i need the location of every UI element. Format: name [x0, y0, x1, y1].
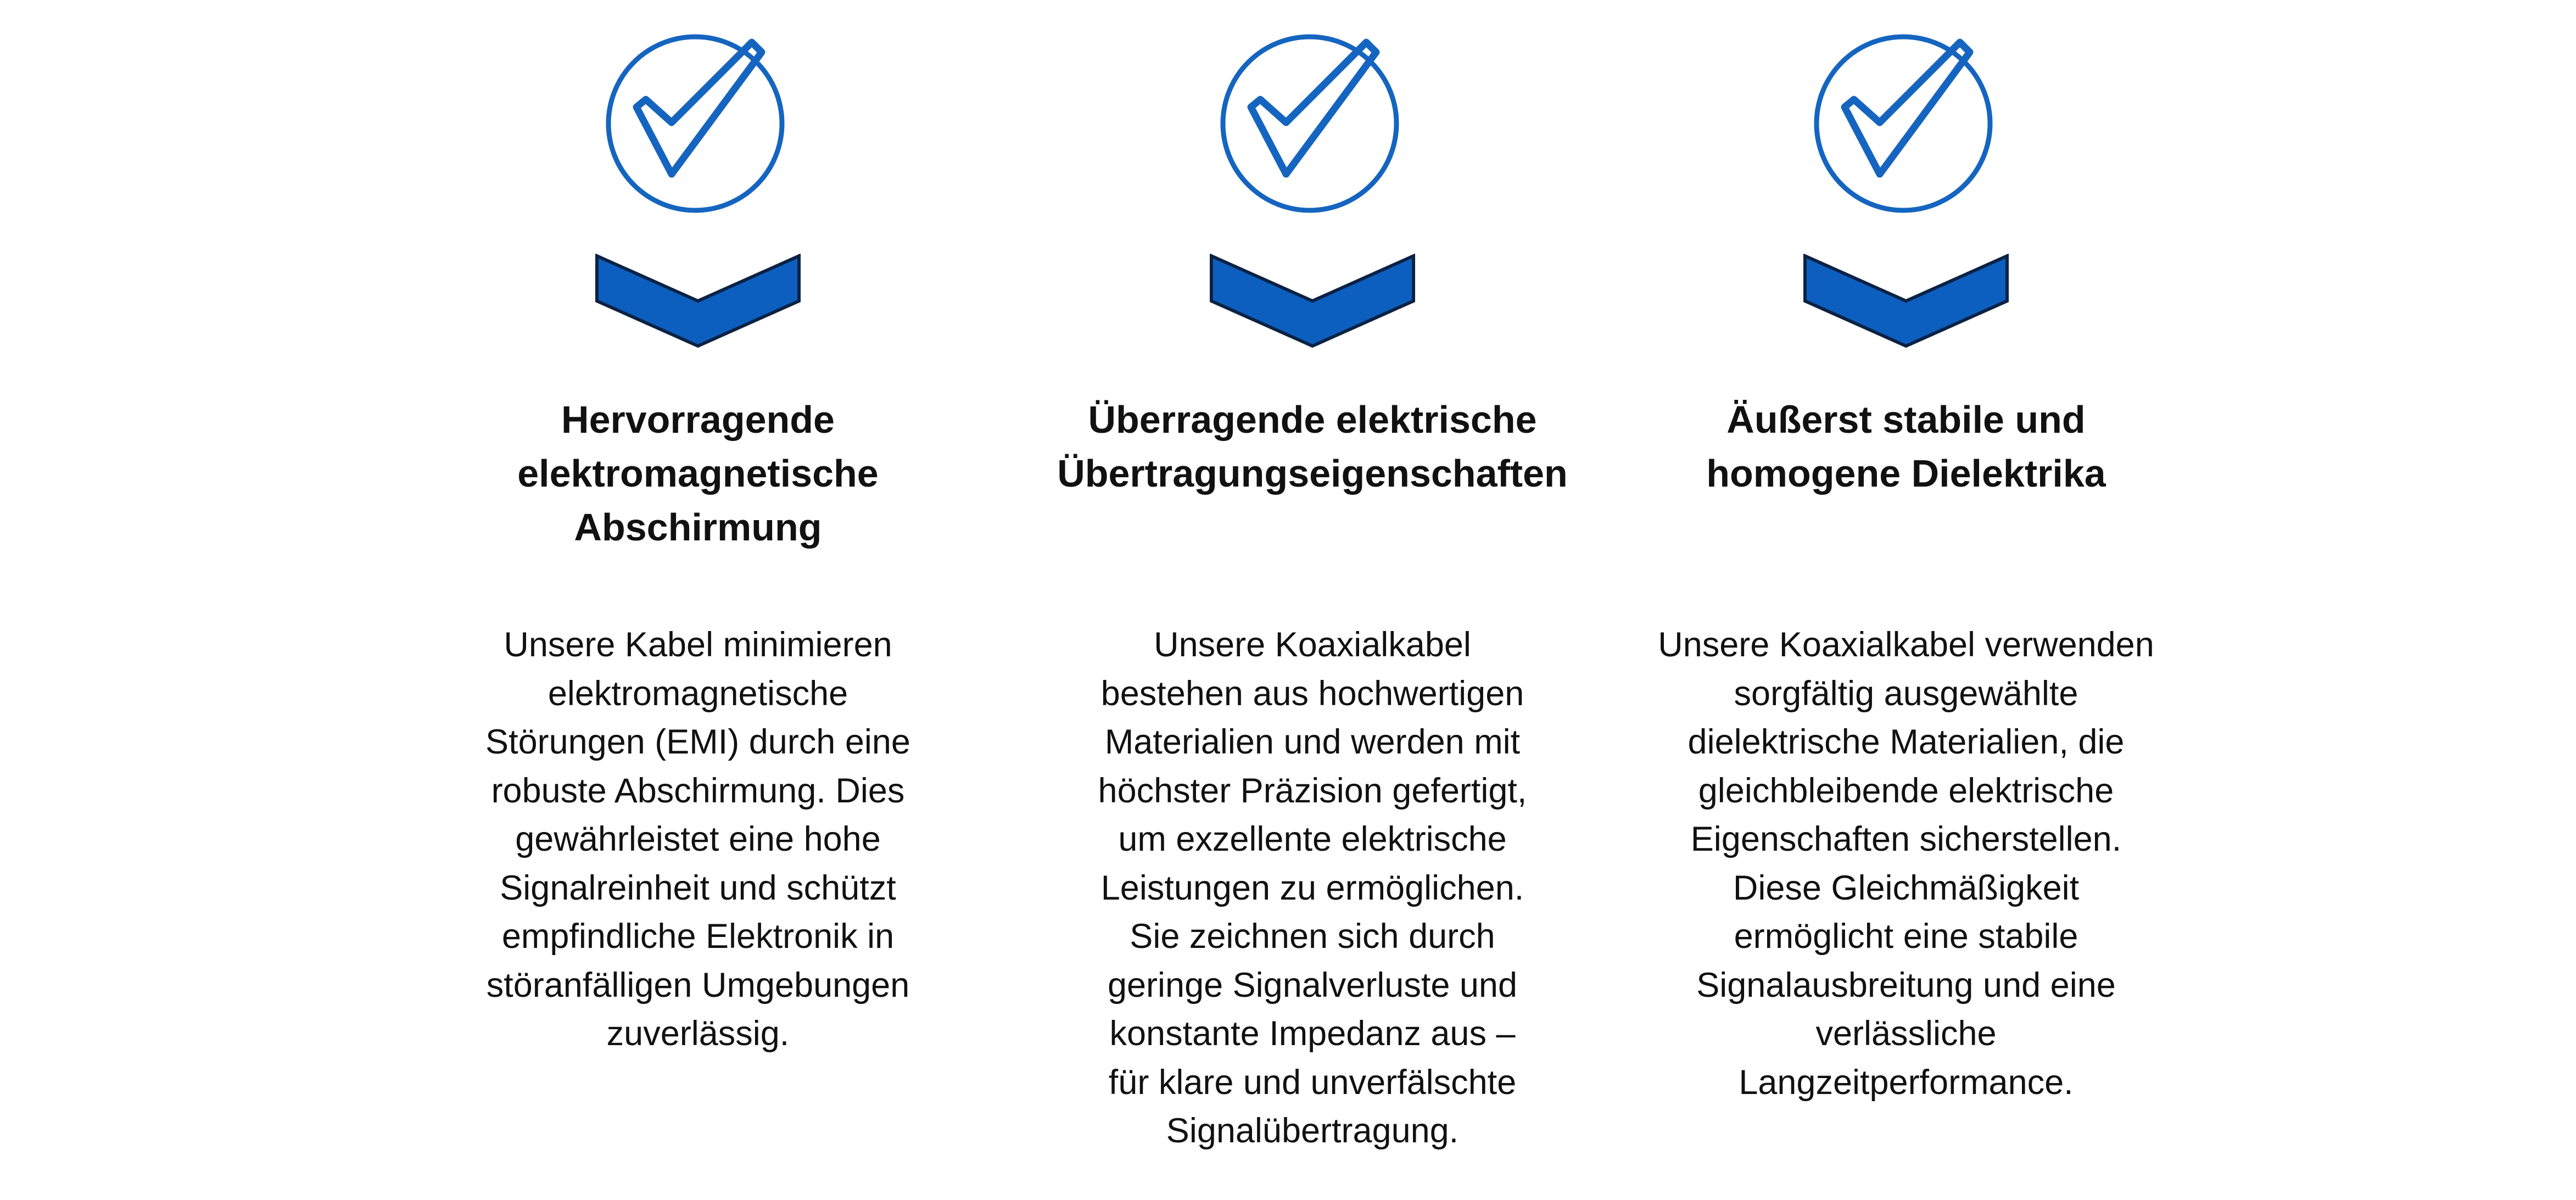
chevron-down-icon [1803, 254, 2009, 348]
feature-column-shielding [423, 0, 973, 1200]
feature-description: Unsere Kabel minimieren elektromagnetische Störungen (EMI) durch eine robuste Abschirmung. Dies gewährleistet eine hohe Signalreinheit und schützt empfindliche Elektronik in störanfälligen Umgebungen zuverlässig. [485, 626, 910, 1053]
chevron-down-icon [1209, 254, 1416, 348]
feature-description: Unsere Koaxialkabel verwenden sorgfältig ausgewählte dielektrische Materialien, die gleichbleibende elektrische Eigenschaften sicherstellen. Diese Gleichmäßigkeit ermöglicht eine stabile Signalausbreitung und eine verlässliche Langzeitperformance. [1658, 626, 2154, 1102]
checkmark-circle-icon [1219, 30, 1406, 217]
feature-heading: Äußerst stabile und homogene Dielektrika [1706, 398, 2106, 495]
feature-description: Unsere Koaxialkabel bestehen aus hochwertigen Materialien und werden mit höchster Präzision gefertigt, um exzellente elektrische Leistungen zu ermöglichen. Sie zeichnen sich durch geringe Signalverluste und konstante Impedanz aus – für klare und unverfälschte Signalübertragung. [1098, 626, 1527, 1150]
checkmark-circle-icon [1813, 30, 1999, 217]
chevron-down-icon [595, 254, 801, 348]
feature-column-transmission [1038, 0, 1587, 1200]
feature-heading: Überragende elektrische Übertragungseigenschaften [1057, 398, 1568, 495]
checkmark-circle-icon [605, 30, 791, 217]
feature-heading: Hervorragende elektromagnetische Abschirmung [517, 398, 879, 549]
feature-column-dielectrics [1631, 0, 2181, 1200]
